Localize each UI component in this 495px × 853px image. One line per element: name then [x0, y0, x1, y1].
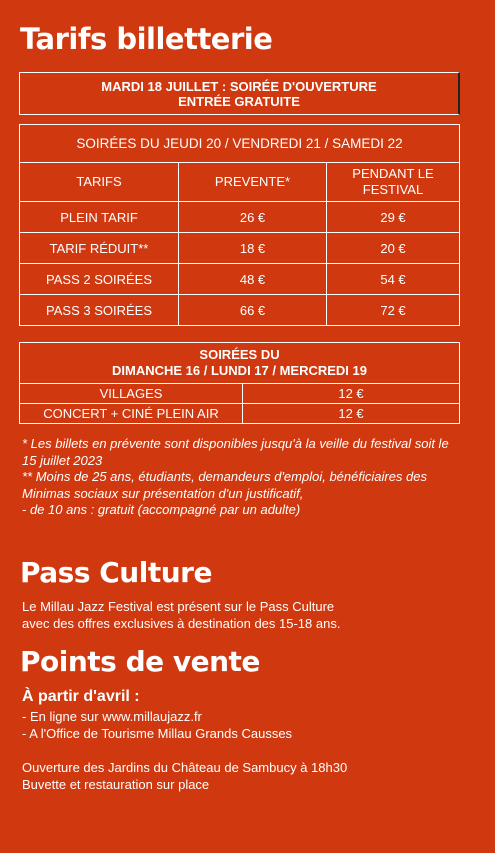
table-cell: VILLAGES	[20, 384, 243, 404]
table-cell: 48 €	[179, 264, 327, 295]
main-table-columns-row	[20, 163, 460, 202]
footnote-presale: * Les billets en prévente sont disponibles jusqu'à la veille du festival soit le 15 juillet 2023	[22, 436, 449, 468]
footnotes	[22, 436, 462, 519]
main-price-table	[19, 124, 460, 326]
column-header-festival	[327, 163, 460, 202]
table-cell: PASS 2 SOIRÉES	[20, 264, 179, 295]
info-line: Buvette et restauration sur place	[22, 777, 210, 792]
table-cell: 20 €	[327, 233, 460, 264]
table-cell: 26 €	[179, 202, 327, 233]
table-cell: 12 €	[243, 404, 460, 424]
sales-point-online: - En ligne sur www.millaujazz.fr	[22, 709, 202, 724]
main-table-header-row	[20, 125, 460, 163]
village-price-table	[19, 342, 460, 424]
column-header-prevente: PREVENTE*	[179, 163, 327, 202]
pass-culture-text	[22, 598, 472, 632]
footnote-reduced: ** Moins de 25 ans, étudiants, demandeurs d'emploi, bénéficiaires des Minimas sociaux sur présentation d'un justificatif,	[22, 469, 427, 501]
info-line: Ouverture des Jardins du Château de Sambucy à 18h30	[22, 760, 348, 775]
village-table-header-row	[20, 343, 460, 384]
table-cell: 29 €	[327, 202, 460, 233]
pass-culture-title: Pass Culture	[20, 556, 212, 589]
column-header-tarifs: TARIFS	[20, 163, 179, 202]
table-cell: 72 €	[327, 295, 460, 326]
pass-culture-line: Le Millau Jazz Festival est présent sur le Pass Culture	[22, 599, 335, 614]
table-cell: 54 €	[327, 264, 460, 295]
opening-night-box	[19, 72, 460, 115]
sales-point-office: - A l'Office de Tourisme Millau Grands Causses	[22, 726, 293, 741]
table-row	[20, 384, 460, 404]
points-de-vente-text	[22, 708, 472, 793]
column-header-festival-text: PENDANT LE FESTIVAL	[352, 166, 434, 197]
opening-free-entry: ENTRÉE GRATUITE	[178, 94, 300, 109]
table-cell: PLEIN TARIF	[20, 202, 179, 233]
page-title: Tarifs billetterie	[20, 22, 273, 56]
pass-culture-line: avec des offres exclusives à destination des 15-18 ans.	[22, 616, 341, 631]
table-row	[20, 404, 460, 424]
table-row	[20, 233, 460, 264]
table-row	[20, 295, 460, 326]
table-cell: CONCERT + CINÉ PLEIN AIR	[20, 404, 243, 424]
table-row	[20, 202, 460, 233]
village-table-header	[20, 343, 460, 384]
table-row	[20, 264, 460, 295]
main-table-header: SOIRÉES DU JEUDI 20 / VENDREDI 21 / SAMEDI 22	[20, 125, 460, 163]
village-header-line1: SOIRÉES DU	[199, 347, 280, 362]
footnote-children: - de 10 ans : gratuit (accompagné par un adulte)	[22, 502, 301, 517]
village-header-line2: DIMANCHE 16 / LUNDI 17 / MERCREDI 19	[112, 363, 367, 378]
table-cell: TARIF RÉDUIT**	[20, 233, 179, 264]
opening-night-line: MARDI 18 JUILLET : SOIRÉE D'OUVERTURE	[101, 79, 377, 94]
points-de-vente-title: Points de vente	[20, 645, 260, 678]
table-cell: 18 €	[179, 233, 327, 264]
table-cell: PASS 3 SOIRÉES	[20, 295, 179, 326]
table-cell: 66 €	[179, 295, 327, 326]
table-cell: 12 €	[243, 384, 460, 404]
points-de-vente-subtitle: À partir d'avril :	[22, 688, 140, 705]
